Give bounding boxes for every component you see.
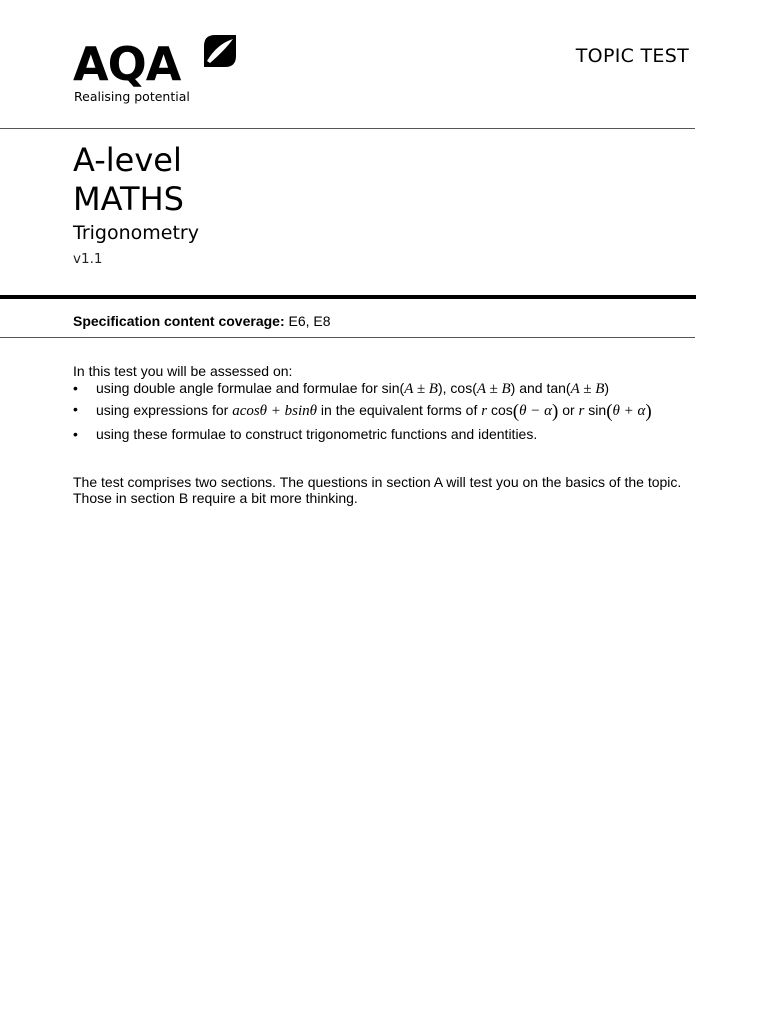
bullet-icon: •	[73, 380, 78, 396]
list-item-text: using double angle formulae and formulae for sin(A ± B), cos(A ± B) and tan(A ± B)	[96, 380, 610, 397]
spec-coverage	[73, 313, 331, 329]
logo-tagline: Realising potential	[74, 89, 190, 104]
list-item-text: using these formulae to construct trigonometric functions and identities.	[96, 426, 538, 442]
description-line-2: Those in section B require a bit more thinking.	[73, 490, 358, 506]
subject-title: MATHS	[73, 180, 184, 218]
title-divider	[0, 295, 696, 299]
spec-coverage-value: E6, E8	[288, 313, 331, 329]
intro-text: In this test you will be assessed on:	[73, 363, 293, 379]
spec-divider	[0, 337, 695, 338]
aqa-logo	[73, 32, 243, 108]
bullet-icon: •	[73, 401, 78, 417]
header-divider	[0, 128, 695, 129]
logo-wordmark: AQA	[73, 37, 181, 91]
leaf-icon	[203, 34, 237, 68]
list-item-text: using expressions for acosθ + bsinθ in the equivalent forms of r cos(θ − α) or r sin(θ + α)	[96, 401, 652, 422]
bullet-icon: •	[73, 426, 78, 442]
document-type-label: TOPIC TEST	[575, 45, 689, 67]
spec-coverage-label: Specification content coverage:	[73, 313, 285, 329]
topic-title: Trigonometry	[73, 222, 199, 244]
version-label: v1.1	[73, 251, 103, 267]
description-line-1: The test comprises two sections. The questions in section A will test you on the basics of the topic.	[73, 474, 682, 490]
qualification-level: A-level	[73, 141, 182, 179]
